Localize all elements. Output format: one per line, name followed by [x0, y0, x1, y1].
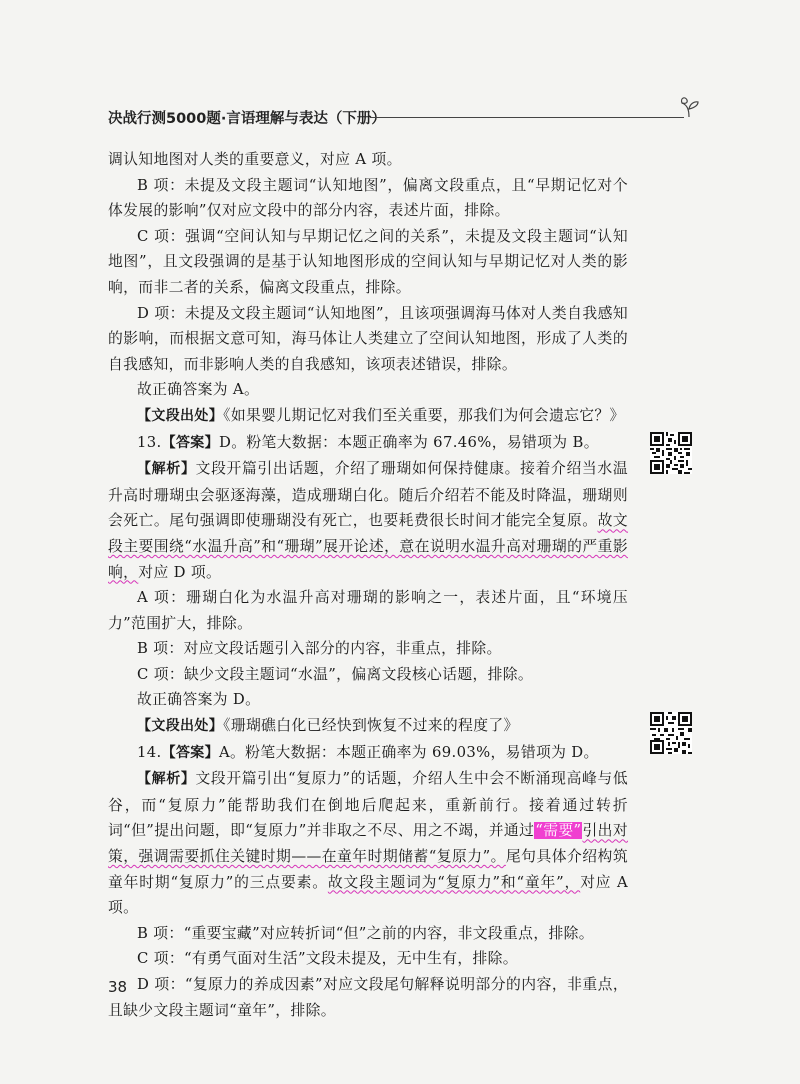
- paragraph: B 项：“重要宝藏”对应转折词“但”之前的内容，非文段重点，排除。: [137, 924, 594, 942]
- sprout-icon: [678, 95, 700, 119]
- answer-line-13: [108, 430, 628, 457]
- analysis-13: [108, 456, 628, 585]
- analysis-text: 对应 D 项。: [138, 563, 222, 581]
- analysis-text: 文段开篇引出话题，介绍了珊瑚如何保持健康。接着介绍当水温升高时珊瑚虫会驱逐海藻，造成珊瑚白化。随后介绍若不能及时降温，珊瑚则会死亡。尾句强调即使珊瑚没有死亡，也要耗费很长时间才能完全复原。: [108, 460, 628, 530]
- source-line: [108, 403, 628, 430]
- page-number: 38: [108, 978, 128, 996]
- analysis-text: 文段开篇引出“复原力”的话题，介绍人生中会不断涌现高峰与低谷，而“复原力”能帮助我们在倒地后爬起来，重新前行。接着通过转折词“但”提出问题，即“复原力”并非取之不尽、用之不竭，并通过: [108, 770, 628, 840]
- underlined-text: 故文段主题词为“复原力”和“童年”，: [327, 873, 581, 891]
- paragraph: 故正确答案为 A。: [137, 381, 260, 399]
- paragraph: 故正确答案为 D。: [137, 691, 261, 709]
- paragraph: C 项：缺少文段主题词“水温”，偏离文段核心话题，排除。: [137, 665, 534, 683]
- paragraph: C 项：强调“空间认知与早期记忆之间的关系”，未提及文段主题词“认知地图”，且文段强调的是基于认知地图形成的空间认知与早期记忆对人类的影响，而非二者的关系，偏离文段重点，排除。: [108, 227, 628, 296]
- underlined-text: 引出对策，强调需要抓住关键时期——在童年时期储蓄“复原力”。: [108, 822, 628, 866]
- answer-content: [108, 147, 628, 1023]
- answer-label: 【答案】: [161, 744, 219, 761]
- source-label: 【文段出处】: [137, 407, 224, 424]
- analysis-label: 【解析】: [137, 771, 196, 788]
- paragraph: D 项：“复原力的养成因素”对应文段尾句解释说明部分的内容，非重点，且缺少文段主题词“童年”，排除。: [108, 976, 628, 1019]
- analysis-text: 尾句具体介绍构筑童年时期“复原力”的三点要素。: [108, 848, 628, 891]
- analysis-14: [108, 766, 628, 921]
- source-label: 【文段出处】: [137, 718, 224, 735]
- source-line: [108, 713, 628, 740]
- paragraph: 调认知地图对人类的重要意义，对应 A 项。: [108, 151, 402, 168]
- question-number: 13.: [137, 433, 162, 451]
- analysis-label: 【解析】: [137, 461, 196, 478]
- page-header: [108, 103, 700, 133]
- header-rule: [370, 117, 684, 118]
- source-text: 《珊瑚礁白化已经快到恢复不过来的程度了》: [223, 717, 519, 735]
- question-number: 14.: [137, 743, 162, 761]
- qr-code-icon: [650, 432, 692, 474]
- analysis-text: 对应 A 项。: [108, 873, 628, 917]
- answer-line-14: [108, 740, 628, 767]
- book-title: 决战行测5000题·言语理解与表达（下册）: [108, 111, 386, 127]
- paragraph: D 项：未提及文段主题词“认知地图”，且该项强调海马体对人类自我感知的影响，而根据文意可知，海马体让人类建立了空间认知地图，形成了人类的自我感知，而非影响人类的自我感知，该项表述错误，排除。: [108, 304, 628, 373]
- paragraph: B 项：对应文段话题引入部分的内容，非重点，排除。: [137, 640, 502, 658]
- paragraph: B 项：未提及文段主题词“认知地图”，偏离文段重点，且“早期记忆对个体发展的影响”仅对应文段中的部分内容，表述片面，排除。: [108, 176, 628, 220]
- paragraph: A 项：珊瑚白化为水温升高对珊瑚的影响之一，表述片面，且“环境压力”范围扩大，排除。: [108, 589, 628, 632]
- highlighted-text: “需要”: [535, 822, 582, 840]
- qr-code-icon: [650, 712, 692, 754]
- answer-text: A。粉笔大数据：本题正确率为 69.03%，易错项为 D。: [219, 743, 599, 761]
- source-text: 《如果婴儿期记忆对我们至关重要，那我们为何会遗忘它？》: [223, 406, 625, 424]
- paragraph: C 项：“有勇气面对生活”文段未提及，无中生有，排除。: [137, 950, 518, 968]
- underlined-text: 故文段主要围绕“水温升高”和“珊瑚”展开论述，意在说明水温升高对珊瑚的严重影响，: [108, 512, 629, 581]
- answer-label: 【答案】: [161, 434, 219, 451]
- answer-text: D。粉笔大数据：本题正确率为 67.46%，易错项为 B。: [219, 433, 599, 451]
